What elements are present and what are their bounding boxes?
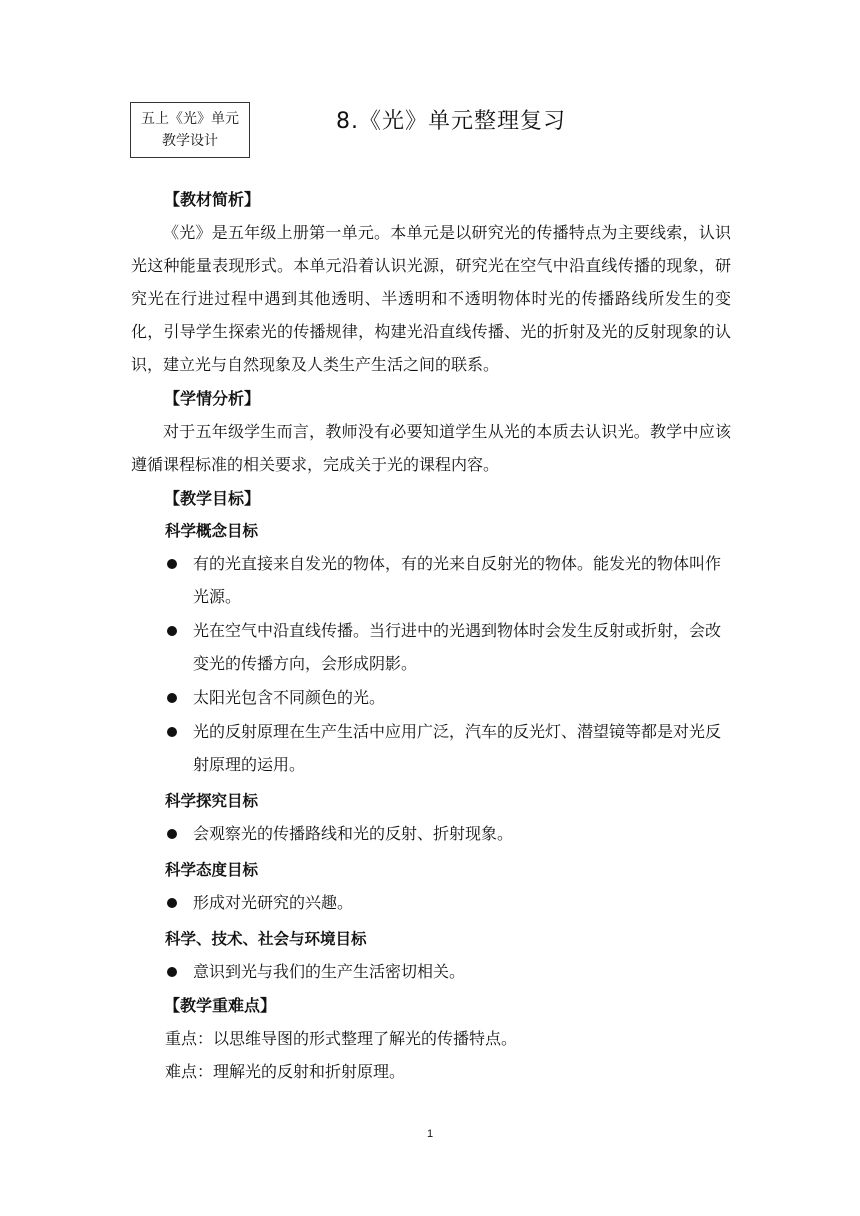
bullet-icon xyxy=(167,693,177,703)
stse-objectives-list xyxy=(165,955,731,988)
bullet-icon xyxy=(167,829,177,839)
page-title: 8.《光》单元整理复习 xyxy=(336,109,566,134)
student-analysis-paragraph: 对于五年级学生而言，教师没有必要知道学生从光的本质去认识光。教学中应该遵循课程标准的相关要求，完成关于光的课程内容。 xyxy=(131,422,731,474)
list-item: 意识到光与我们的生产生活密切相关。 xyxy=(165,955,731,988)
page-number: 1 xyxy=(426,1128,434,1140)
document-body xyxy=(131,184,731,1088)
concept-objectives-title: 科学概念目标 xyxy=(165,522,259,540)
difficult-point-line: 难点：理解光的反射和折射原理。 xyxy=(165,1062,406,1081)
concept-objectives-list xyxy=(165,547,731,781)
section-heading-student: 【学情分析】 xyxy=(164,389,261,408)
attitude-objectives-title: 科学态度目标 xyxy=(165,861,259,879)
section-heading-objectives: 【教学目标】 xyxy=(164,489,261,508)
unit-label-box xyxy=(130,102,250,158)
attitude-objectives-list xyxy=(165,886,731,919)
section-heading-key-points: 【教学重难点】 xyxy=(164,996,277,1015)
stse-objectives-title: 科学、技术、社会与环境目标 xyxy=(165,930,367,948)
inquiry-objectives-list xyxy=(165,817,731,850)
unit-label-line2: 教学设计 xyxy=(162,133,218,149)
list-item: 光的反射原理在生产生活中应用广泛，汽车的反光灯、潜望镜等都是对光反射原理的运用。 xyxy=(165,715,731,781)
unit-label-line1: 五上《光》单元 xyxy=(141,111,239,127)
inquiry-objectives-title: 科学探究目标 xyxy=(165,792,259,810)
bullet-icon xyxy=(167,967,177,977)
key-point-line: 重点：以思维导图的形式整理了解光的传播特点。 xyxy=(165,1029,518,1048)
section-heading-textbook: 【教材简析】 xyxy=(164,190,261,209)
textbook-analysis-paragraph: 《光》是五年级上册第一单元。本单元是以研究光的传播特点为主要线索，认识光这种能量表现形式。本单元沿着认识光源，研究光在空气中沿直线传播的现象，研究光在行进过程中遇到其他透明、半透明和不透明物体时光的传播路线所发生的变化，引导学生探索光的传播规律，构建光沿直线传播、光的折射及光的反射现象的认识，建立光与自然现象及人类生产生活之间的联系。 xyxy=(131,223,731,374)
bullet-icon xyxy=(167,626,177,636)
bullet-icon xyxy=(167,727,177,737)
bullet-icon xyxy=(167,898,177,908)
list-item: 形成对光研究的兴趣。 xyxy=(165,886,731,919)
list-item: 有的光直接来自发光的物体，有的光来自反射光的物体。能发光的物体叫作光源。 xyxy=(165,547,731,613)
list-item: 会观察光的传播路线和光的反射、折射现象。 xyxy=(165,817,731,850)
bullet-icon xyxy=(167,559,177,569)
list-item: 光在空气中沿直线传播。当行进中的光遇到物体时会发生反射或折射，会改变光的传播方向，会形成阴影。 xyxy=(165,614,731,680)
list-item: 太阳光包含不同颜色的光。 xyxy=(165,681,731,714)
